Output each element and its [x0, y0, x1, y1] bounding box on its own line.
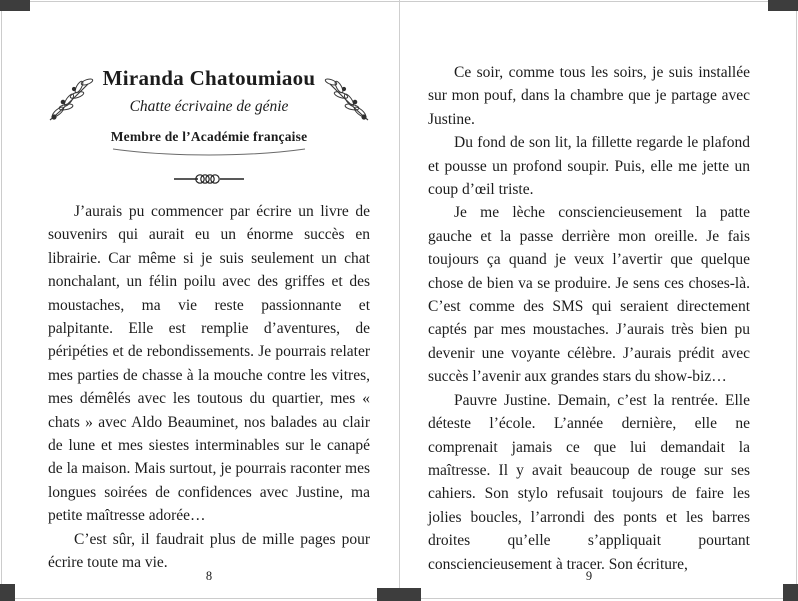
corner-mark-bottom-left — [0, 584, 15, 601]
laurel-branch-right-icon — [324, 74, 372, 126]
paragraph: Ce soir, comme tous les soirs, je suis installée sur mon pouf, dans la chambre que je partage avec Justine. — [428, 64, 750, 128]
corner-mark-bottom-center — [377, 588, 421, 601]
page-title: Miranda Chatoumiaou — [102, 66, 316, 90]
paragraph: Pauvre Justine. Demain, c’est la rentrée. Elle déteste l’école. L’année dernière, elle ne comprenait jamais ce que lui demandait la maîtresse. Il y avait beaucoup de rouge sur ses cahiers. Son stylo refusait toujours de faire les jolies boucles, l’arrondi des ponts et les barres droites qu’elle s’appliquait pourtant consciencieusement à tracer. Son écriture, — [428, 391, 750, 573]
page-subtitle: Chatte écrivaine de génie — [129, 98, 289, 115]
corner-mark-top-left — [0, 0, 30, 11]
flourish-underline-icon — [109, 146, 309, 158]
page-edge-right — [796, 0, 797, 601]
right-page-body — [428, 0, 750, 576]
spine-divider — [399, 0, 400, 601]
page-number-left: 8 — [205, 569, 213, 583]
paragraph: C’est sûr, il faudrait plus de mille pages pour écrire toute ma vie. — [48, 530, 370, 572]
paragraph: J’aurais pu commencer par écrire un livre de souvenirs qui aurait eu un énorme succès en librairie. Car même si je suis seulement un chat nonchalant, un félin poilu avec des griffes et des moustaches, ma vie reste passionnante et palpitante. Elle est remplie d’aventures, de péripéties et de rebondissements. Je pourrais relater mes parties de chasse à la mouche contre les vitres, mes démêlés avec les toutous du quartier, mes « chats » avec Aldo Beauminet, nos balades au clair de lune et mes siestes interminables sur le canapé de la maison. Mais surtout, je pourrais raconter mes longues soirées de confidences avec Justine, ma petite maîtresse adorée… — [48, 203, 370, 525]
right-page — [428, 0, 750, 601]
title-stack — [48, 66, 370, 158]
left-page-body — [48, 200, 370, 575]
laurel-branch-left-icon — [46, 74, 94, 126]
divider-ornament-icon — [172, 171, 246, 187]
paragraph: Je me lèche consciencieusement la patte gauche et la passe derrière mon oreille. Je fais toujours ça quand je veux l’avertir que quelque chose de bien va se produire. Je sens ces choses-là. C’est comme des SMS qui seraient directement captés par mes moustaches. J’aurais très bien pu devenir une voyante célèbre. J’aurais prédit avec succès l’avenir aux grandes stars du show-biz… — [428, 204, 750, 386]
page-number-right: 9 — [585, 569, 593, 583]
chapter-header — [48, 0, 370, 187]
paragraph: Du fond de son lit, la fillette regarde le plafond et pousse un profond soupir. Puis, elle me jette un coup d’œil triste. — [428, 134, 750, 199]
page-edge-left — [1, 0, 2, 601]
corner-mark-bottom-right — [783, 584, 798, 601]
affiliation: Membre de l’Académie française — [110, 129, 308, 144]
left-page — [48, 0, 370, 601]
corner-mark-top-right — [768, 0, 798, 11]
